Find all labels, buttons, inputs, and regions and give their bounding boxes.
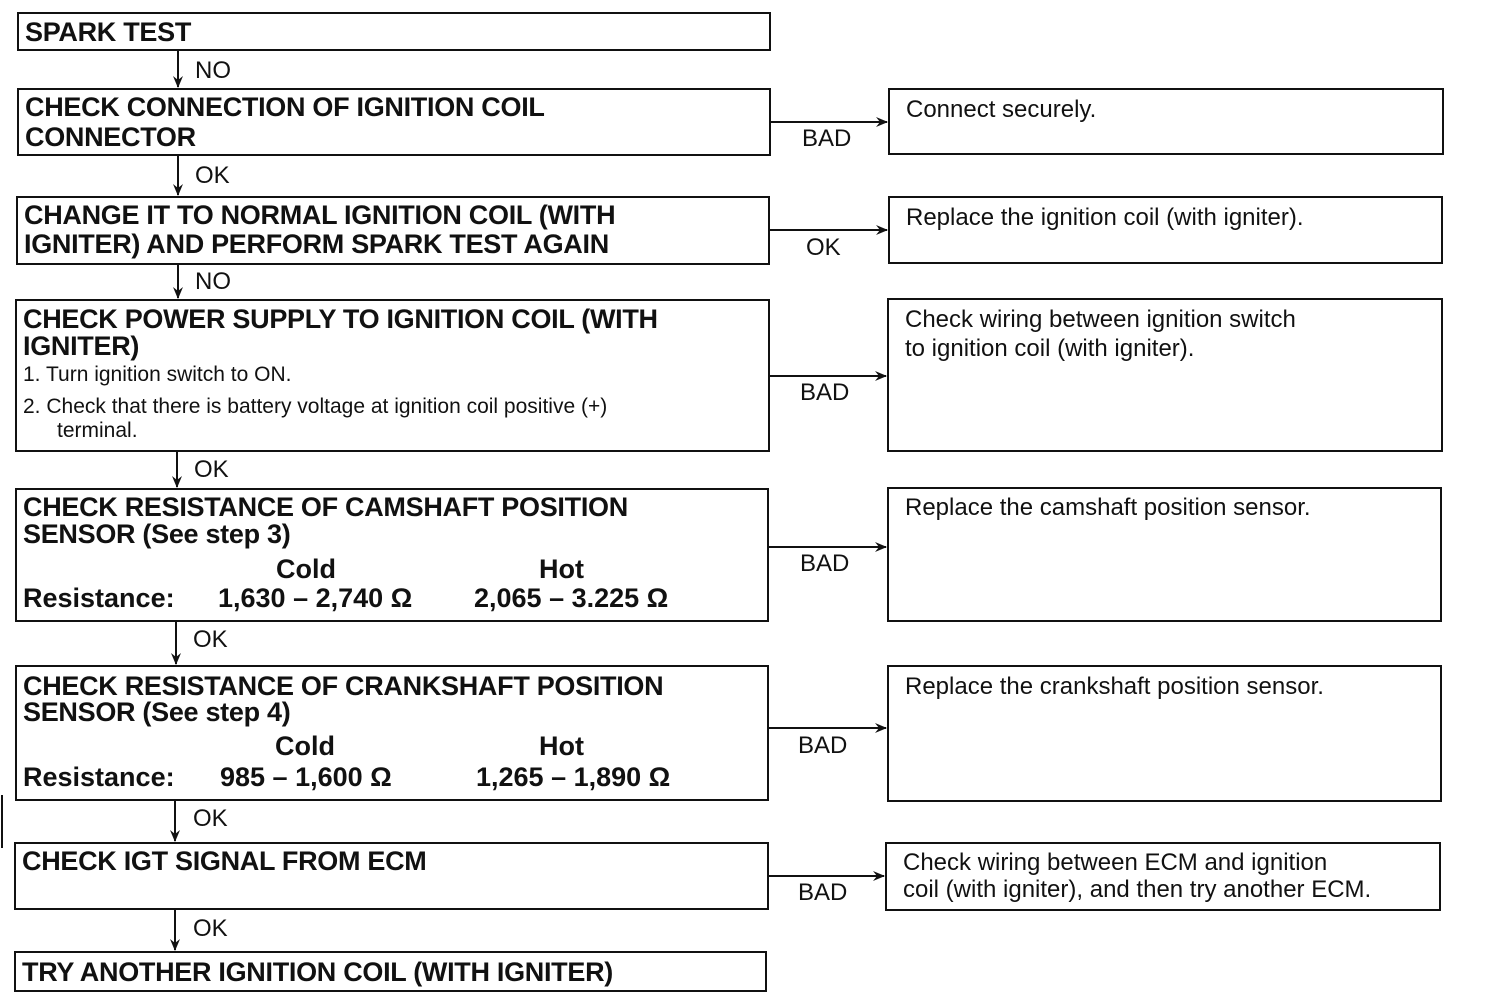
hot-header: Hot: [539, 554, 584, 584]
result-replace-camshaft-sensor: [887, 487, 1442, 622]
step-spark-test: [17, 12, 771, 51]
flow-label-ok-4: OK: [193, 805, 228, 832]
flow-label-bad-1: BAD: [802, 125, 852, 152]
step-check-power-supply: [15, 299, 770, 452]
flow-label-bad-3: BAD: [800, 550, 850, 577]
result-check-wiring-ecm: [885, 842, 1441, 911]
step-title-line-2: SENSOR (See step 3): [23, 519, 291, 549]
result-replace-crankshaft-sensor: [887, 665, 1442, 802]
cold-header: Cold: [276, 554, 336, 584]
flow-label-ok-2: OK: [194, 456, 229, 483]
flow-label-bad-5: BAD: [798, 879, 848, 906]
step-check-igt-signal: [14, 842, 769, 910]
step-title-line-1: CHECK CONNECTION OF IGNITION COIL: [25, 92, 545, 122]
resistance-label: Resistance:: [23, 762, 175, 792]
cold-resistance-value: 985 – 1,600 Ω: [220, 762, 392, 792]
instruction-1: 1. Turn ignition switch to ON.: [23, 363, 292, 386]
step-change-ignition-coil: [16, 196, 770, 265]
flow-label-bad-4: BAD: [798, 732, 848, 759]
step-title-line-1: CHECK POWER SUPPLY TO IGNITION COIL (WITH: [23, 304, 658, 334]
step-check-coil-connector: [17, 88, 771, 156]
step-title-line-2: SENSOR (See step 4): [23, 697, 291, 727]
result-text: Replace the ignition coil (with igniter).: [906, 204, 1304, 231]
step-title: TRY ANOTHER IGNITION COIL (WITH IGNITER): [22, 957, 613, 987]
result-text-line-2: to ignition coil (with igniter).: [905, 335, 1195, 362]
result-text-line-2: coil (with igniter), and then try another ECM.: [903, 876, 1372, 903]
flow-label-no-2: NO: [195, 268, 231, 295]
step-title-line-2: IGNITER): [23, 331, 140, 361]
hot-header: Hot: [539, 731, 584, 761]
instruction-2-continued: terminal.: [57, 419, 138, 442]
flow-label-no-1: NO: [195, 57, 231, 84]
hot-resistance-value: 1,265 – 1,890 Ω: [476, 762, 671, 792]
result-text: Replace the crankshaft position sensor.: [905, 673, 1324, 700]
cold-resistance-value: 1,630 – 2,740 Ω: [218, 583, 413, 613]
step-title: SPARK TEST: [25, 17, 192, 47]
resistance-label: Resistance:: [23, 583, 175, 613]
flow-label-bad-2: BAD: [800, 379, 850, 406]
step-try-another-coil: [14, 951, 767, 992]
step-title-line-2: IGNITER) AND PERFORM SPARK TEST AGAIN: [24, 229, 609, 259]
result-check-wiring-ignition-switch: [887, 298, 1443, 452]
step-title: CHECK IGT SIGNAL FROM ECM: [22, 846, 427, 876]
step-check-camshaft-sensor: [15, 488, 769, 622]
flow-label-ok-1: OK: [195, 162, 230, 189]
result-connect-securely: [888, 88, 1444, 155]
result-text-line-1: Check wiring between ECM and ignition: [903, 849, 1328, 876]
step-title-line-1: CHECK RESISTANCE OF CRANKSHAFT POSITION: [23, 671, 664, 701]
flow-label-ok-5: OK: [193, 915, 228, 942]
hot-resistance-value: 2,065 – 3.225 Ω: [474, 583, 669, 613]
step-title-line-1: CHANGE IT TO NORMAL IGNITION COIL (WITH: [24, 200, 616, 230]
flow-label-ok-6: OK: [806, 234, 841, 261]
result-text: Replace the camshaft position sensor.: [905, 494, 1311, 521]
result-text: Connect securely.: [906, 96, 1097, 123]
step-title-line-2: CONNECTOR: [25, 122, 196, 152]
result-replace-ignition-coil: [888, 196, 1443, 264]
result-text-line-1: Check wiring between ignition switch: [905, 306, 1296, 333]
cold-header: Cold: [275, 731, 335, 761]
flow-label-ok-3: OK: [193, 626, 228, 653]
step-title-line-1: CHECK RESISTANCE OF CAMSHAFT POSITION: [23, 492, 628, 522]
instruction-2: 2. Check that there is battery voltage at ignition coil positive (+): [23, 395, 608, 418]
step-check-crankshaft-sensor: [15, 665, 769, 801]
